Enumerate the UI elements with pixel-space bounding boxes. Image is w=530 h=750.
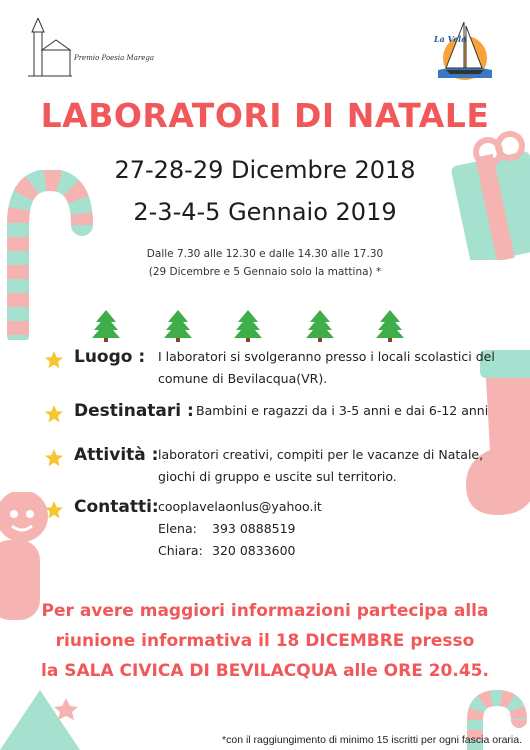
star-icon: [44, 404, 64, 424]
left-logo: [28, 18, 168, 78]
gift-right-icon: [448, 130, 530, 260]
hours-line-1: Dalle 7.30 alle 12.30 e dalle 14.30 alle 17.30: [146, 248, 384, 260]
attivita-line-1: laboratori creativi, compiti per le vacanze di Natale,: [158, 447, 484, 462]
right-logo-text: La Vela: [434, 34, 467, 44]
christmas-tree-icon: [376, 310, 404, 342]
contatti-email[interactable]: cooplavelaonlus@yahoo.it: [158, 499, 322, 514]
christmas-tree-icon: [164, 310, 192, 342]
left-logo-text: Premio Poesia Marega: [74, 54, 155, 62]
luogo-label: Luogo :: [74, 347, 146, 367]
contact-elena-name: Elena:: [158, 521, 197, 536]
contatti-label: Contatti:: [74, 497, 159, 517]
right-logo: [430, 18, 500, 84]
christmas-tree-icon: [306, 310, 334, 342]
star-icon: [44, 350, 64, 370]
dates-line-1: 27-28-29 Dicembre 2018: [114, 156, 416, 184]
poster-title: LABORATORI DI NATALE: [40, 96, 490, 135]
christmas-tree-icon: [234, 310, 262, 342]
info-line-1: Per avere maggiori informazioni partecipa alla: [41, 601, 489, 621]
hours-line-2: (29 Dicembre e 5 Gennaio solo la mattina) *: [148, 266, 382, 278]
christmas-tree-icon: [92, 310, 120, 342]
contact-chiara-name: Chiara:: [158, 543, 203, 558]
contact-elena-phone: 393 0888519: [212, 521, 296, 536]
stocking-right-icon: [458, 350, 530, 520]
destinatari-line-1: Bambini e ragazzi da i 3-5 anni e dai 6-12 anni: [196, 403, 489, 418]
destinatari-label: Destinatari :: [74, 401, 194, 421]
christmas-trees-row: [90, 310, 410, 342]
attivita-label: Attività :: [74, 445, 159, 465]
contact-chiara-phone: 320 0833600: [212, 543, 296, 558]
attivita-line-2: giochi di gruppo e uscite sul territorio.: [158, 469, 397, 484]
luogo-line-2: comune di Bevilacqua(VR).: [158, 371, 328, 386]
star-icon: [44, 448, 64, 468]
info-line-2: riunione informativa il 18 DICEMBRE presso: [55, 631, 475, 651]
luogo-line-1: I laboratori si svolgeranno presso i locali scolastici del: [158, 349, 495, 364]
sailboat-logo-icon: [430, 18, 500, 84]
footnote: *con il raggiungimento di minimo 15 iscritti per ogni fascia oraria.: [222, 734, 522, 746]
church-logo-icon: [28, 18, 72, 78]
dates-line-2: 2-3-4-5 Gennaio 2019: [133, 198, 397, 226]
star-icon: [44, 500, 64, 520]
info-line-3: la SALA CIVICA DI BEVILACQUA alle ORE 20.45.: [41, 661, 489, 681]
